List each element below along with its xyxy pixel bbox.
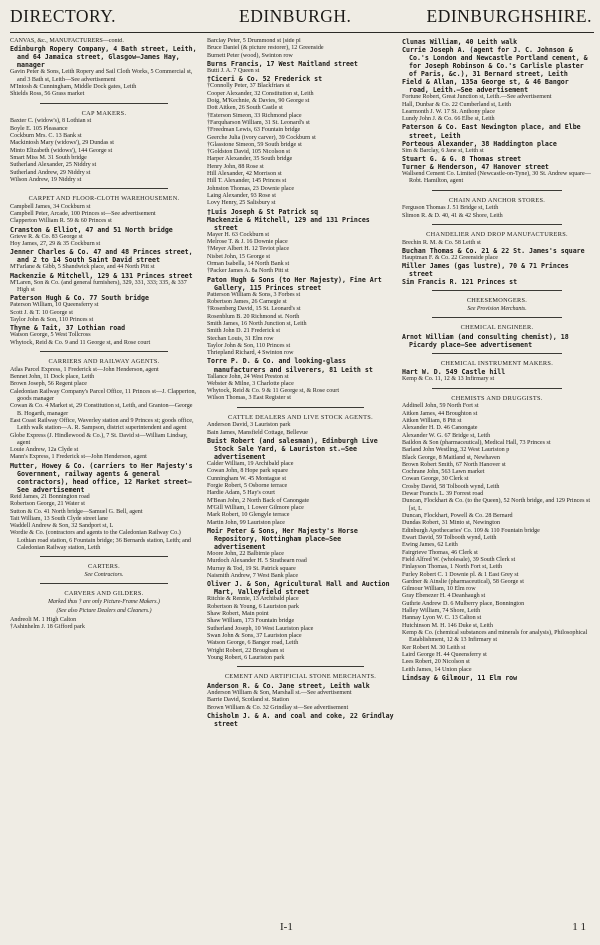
directory-entry: Fortune Robert, Great Junction st, Leith.—See advertisement	[402, 94, 552, 101]
directory-entry: †Connolly Peter, 37 Blackfriars st	[207, 83, 290, 90]
directory-entry: Brechin R. M. & Co. 58 Leith st	[402, 239, 481, 246]
directory-entry-bold: Torre P. D. & Co. and looking-glass manufacturers and silverers, 81 Leith st	[207, 357, 373, 374]
section-note: See Contractors.	[84, 572, 124, 579]
directory-entry: Moore John, 22 Balbirnie place	[207, 551, 284, 558]
section-divider	[40, 583, 168, 584]
directory-entry: Minto Elizabeth (widows'), 144 George st	[10, 147, 113, 154]
directory-entry-bold: Paterson & Co. East Newington place, and Elbe street, Leith	[402, 123, 581, 140]
directory-entry: Whytock, Reid & Co. 9 and 11 George st, and Rose court	[10, 339, 151, 346]
directory-entry: Campbell James, 34 Cockburn st	[10, 203, 91, 210]
section-divider	[40, 188, 168, 189]
directory-entry: Leith James, 14 Union place	[402, 666, 472, 673]
section-divider	[432, 190, 562, 191]
directory-entry: Black George, 8 Maitland st, Newhaven	[402, 454, 500, 461]
directory-entry: Murray & Tod, 19 St. Patrick square	[207, 565, 296, 572]
directory-entry: Sutherland Alexander, 25 Niddry st	[10, 162, 97, 169]
section-heading: CEMENT AND ARTIFICIAL STONE MERCHANTS.	[224, 673, 377, 681]
directory-entry-bold: Mutter, Howey & Co. (carriers to Her Majesty's Government, railway agents & general contractors), head office, 12 Market street—See advertisement	[10, 461, 193, 494]
directory-entry: Duncan, Flockhart & Co. (to the Queen), 52 North bridge, and 129 Princes st [st, L	[402, 498, 591, 512]
directory-entry: Cockburn Mrs. C. 13 Bank st	[10, 132, 82, 139]
directory-entry: Doig, M'Kechnie, & Davies, 90 George st	[207, 97, 310, 104]
directory-entry: Hill Alexander, 42 Morrison st	[207, 171, 282, 178]
section-heading: CHEMICAL INSTRUMENT MAKERS.	[440, 359, 554, 367]
directory-entry: Gavin Peter & Sons, Leith Ropery and Sail Cloth Works, 5 Commercial st, and 3 Bath st, Leith—See advertisement	[10, 69, 193, 83]
directory-entry: Baildon & Son (pharmaceutical), Medical Hall, 73 Princes st	[402, 439, 551, 446]
directory-entry-bold: Sim Francis R. 121 Princes st	[402, 278, 518, 287]
section-heading: CHANDELIER AND DROP MANUFACTURERS.	[426, 230, 568, 238]
directory-entry: Campbell Peter, Arcade, 100 Princes st—See advertisement	[10, 211, 156, 218]
column-middle	[207, 38, 394, 935]
section-divider	[432, 224, 562, 225]
column-right	[402, 38, 592, 935]
page-header	[10, 2, 594, 33]
directory-entry: Shaw Robert, Main point	[207, 611, 269, 618]
directory-entry: Gray Ebenezer H. 4 Deanhaugh st	[402, 593, 486, 600]
directory-entry: Burnett Peter (wood), Swinton row	[207, 52, 293, 59]
directory-entry: Smith James, 16 North Junction st, Leith	[207, 320, 307, 327]
directory-entry: Cunningham W. 45 Montague st	[207, 475, 287, 482]
directory-entry: Martin John, 99 Lauriston place	[207, 519, 286, 526]
directory-entry: Barland John Westling, 32 West Lauriston p	[402, 447, 510, 454]
directory-entry: M'Laren, Son & Co. (and general furnishers), 329, 331, 333; 335, & 337 High st	[10, 279, 187, 294]
directory-entry: Andreoli M. 1 High Calton	[10, 616, 77, 623]
directory-entry: Bruce Daniel (& picture restorer), 12 Greenside	[207, 45, 324, 52]
directory-entry: Hauptman F. & Co. 22 Greenside place	[402, 254, 498, 261]
directory-entry: Thriepland Richard, 4 Swinton row	[207, 350, 294, 357]
directory-entry: Halley William, 74 Shore, Leith	[402, 608, 481, 615]
directory-entry: Tait William, 13 South Clyde street lane	[10, 515, 108, 522]
directory-entry-bold: Cranston & Elliot, 47 and 51 North bridge	[10, 225, 173, 234]
directory-entry: Gardner & Ainslie (pharmaceutical), 58 George st	[402, 578, 524, 585]
directory-entry-bold: Anderson R. & Co. Jane street, Leith walk	[207, 681, 370, 690]
directory-entry: Hoy James, 27, 29 & 35 Cockburn st	[10, 241, 101, 248]
directory-entry: Watson George, 5 West Tollcross	[10, 332, 91, 339]
directory-entry: Edinburgh Apothecaries' Co. 109 & 110 Fountain bridge	[402, 527, 540, 534]
directory-entry: Kemp & Co. 11, 12 & 13 Infirmary st	[402, 376, 495, 383]
directory-entry: Harper Alexander, 35 South bridge	[207, 156, 293, 163]
directory-entry: Webster & Milne, 3 Charlotte place	[207, 380, 294, 387]
directory-entry: Murdoch Alexander H. 5 Strathearn road	[207, 558, 307, 565]
header-right-title: EDINBURGHSHIRE.	[426, 6, 592, 26]
directory-entry: Young Robert, 6 Lauriston park	[207, 654, 285, 661]
directory-entry: Patterson William & Sons, 3 Forbes st	[207, 291, 301, 298]
directory-entry: Rosenblum B. 20 Richmond st. North	[207, 313, 300, 320]
directory-entry: Reid James, 21 Bonnington road	[10, 493, 90, 500]
directory-entry: Brown Robert Smith, 67 North Hanover st	[402, 461, 506, 468]
directory-entry: Fairgrieve Thomas, 46 Clerk st	[402, 549, 478, 556]
directory-entry-bold: Moir Peter & Sons, Her Majesty's Horse Repository, Nottingham place—See advertisement	[207, 526, 358, 552]
directory-entry-bold: Clunas William, 40 Leith walk	[402, 38, 518, 46]
directory-entry: Shields Ross, 56 Grass market	[10, 91, 85, 98]
directory-entry: Wilson Andrew, 19 Niddry st	[10, 176, 82, 183]
section-heading: CARPET AND FLOOR-CLOTH WAREHOUSEMEN.	[28, 195, 180, 203]
directory-entry: Sutton & Co. 41 North bridge—Samuel G. Bell, agent	[10, 508, 143, 515]
directory-entry: Brown Joseph, 56 Regent place	[10, 381, 88, 388]
directory-entry: Taylor John & Son, 110 Princes st	[10, 317, 94, 324]
header-center-title: EDINBURGH.	[239, 6, 352, 26]
directory-entry: Geerche Julia (ivory carver), 39 Cockburn st	[207, 134, 316, 141]
directory-entry: Anderson William & Son, Marshall st.—See advertisement	[207, 689, 352, 696]
directory-entry: Wordie & Co. (contractors and agents to the Caledonian Railway Co.) Lothian road station, 6 Fountain bridge; 36 Bernards station, Leith; and Caledonian Railway station, Leith	[10, 530, 191, 552]
directory-entry: Orman Isabella, 14 North Bank st	[207, 260, 290, 267]
directory-entry-bold: Buist Robert (and salesman), Edinburgh Live Stock Sale Yard, & Lauriston st.—See advertisement	[207, 437, 378, 462]
directory-entry-bold: Chisholm J. & A. and coal and coke, 22 Grindlay street	[207, 711, 394, 728]
directory-entry: Cowan John, 8 Hope park square	[207, 468, 288, 475]
section-divider	[432, 317, 562, 318]
directory-entry: †Ashinhelm J. 18 Gifford park	[10, 623, 85, 630]
directory-entry-bold: Porteous Alexander, 38 Haddington place	[402, 139, 557, 148]
directory-entry: Naismith Andrew, 7 West Bank place	[207, 573, 299, 580]
directory-entry-bold: Paton Hugh & Sons (to Her Majesty), Fine Art Gallery, 115 Princes street	[207, 275, 382, 292]
footer-signature-mark: I-1	[280, 921, 293, 933]
directory-entry: Stechan Louis, 31 Elm row	[207, 335, 274, 342]
directory-entry: Aitken William, 8 Pitt st	[402, 417, 462, 424]
directory-entry: Shaw William, 173 Fountain bridge	[207, 618, 295, 625]
directory-entry: Atlas Parcel Express, 1 Frederick st—John Henderson, agent	[10, 366, 159, 373]
directory-entry: Ker Robert M. 30 Leith st	[402, 644, 466, 651]
directory-entry: †Glasstone Simeon, 59 South bridge st	[207, 141, 302, 148]
directory-entry: Dundas Robert, 31 Minto st, Newington	[402, 520, 501, 527]
section-heading: CARVERS AND GILDERS.	[64, 590, 144, 598]
directory-entry: Brown William & Co. 32 Grindlay st—See advertisement	[207, 704, 349, 711]
directory-entry: Finlayson Thomas, 1 North Fort st, Leith	[402, 564, 503, 571]
directory-entry: Alexander H. D. 46 Canongate	[402, 425, 478, 432]
section-note: See Provision Merchants.	[467, 305, 527, 312]
section-note: (See also Picture Dealers and Cleaners.)	[56, 607, 152, 614]
directory-entry: Addinell John, 59 North Fort st	[402, 403, 479, 410]
directory-entry: Watson George, 6 Bangor road, Leith	[207, 640, 299, 647]
section-heading: CHEESEMONGERS.	[466, 297, 528, 305]
section-divider	[40, 351, 168, 352]
section-divider	[40, 556, 168, 557]
directory-entry: Slimon R. & D. 40, 41 & 42 Shore, Leith	[402, 212, 503, 219]
section-divider	[237, 666, 364, 667]
directory-entry: Wright Robert, 22 Brougham st	[207, 647, 285, 654]
directory-entry-bold: Mackenzie & Mitchell, 129 & 131 Princes street	[10, 271, 193, 280]
directory-entry: Mackintosh Mary (widows'), 29 Dundas st	[10, 140, 115, 147]
directory-entry: Dott Aitken, 26 South Castle st	[207, 105, 283, 112]
section-heading: CHEMICAL ENGINEER.	[460, 323, 534, 331]
directory-entry: Bain James, Mansfield Cottage, Bellevue	[207, 429, 308, 436]
directory-entry: M'Gill William, 1 Lower Gilmore place	[207, 505, 304, 512]
directory-entry: Clapperton William R. 59 & 60 Princes st	[10, 218, 112, 225]
directory-entry: †Rosenberg David, 15 St. Leonard's st	[207, 306, 301, 313]
directory-entry: Henry John, 88 Rose st	[207, 163, 264, 170]
directory-entry-bold: Miller James (gas lustre), 70 & 71 Princes street	[402, 262, 569, 279]
directory-entry-bold: †Luis Joseph & St Patrick sq	[207, 207, 319, 216]
directory-entry: Tallance John, 24 West Preston st	[207, 373, 289, 380]
directory-entry: Lovy Henry, 25 Salisbury st	[207, 200, 276, 207]
directory-entry: †Esterson Simeon, 33 Richmond place	[207, 112, 302, 119]
directory-entry-bold: Thyne & Tait, 37 Lothian road	[10, 324, 126, 333]
directory-entry: Wilson Thomas, 3 East Register st	[207, 395, 291, 402]
directory-entry: Gilmour William, 10 Elm row	[402, 586, 476, 593]
directory-entry: Butti J. A. 7 Queen st	[207, 67, 260, 74]
directory-entry: Field Alfred W. (wholesale), 39 South Clerk st	[402, 556, 516, 563]
section-divider	[40, 103, 168, 104]
directory-entry: Scott J. & T. 10 George st	[10, 309, 73, 316]
directory-entry: Sim & Barclay, 6 Jane st, Leith st	[402, 147, 484, 154]
directory-entry: Cochrane John, 563 Lawn market	[402, 469, 485, 476]
directory-entry: Johnston Thomas, 23 Downie place	[207, 185, 295, 192]
directory-entry: Aitken James, 44 Broughton st	[402, 410, 478, 417]
directory-entry: Waddell Andrew & Son, 32 Sandport st, L	[10, 523, 114, 530]
directory-entry: Grieve R. & Co. 83 George st	[10, 233, 83, 240]
directory-entry: Mayer H. 63 Cockburn st	[207, 231, 270, 238]
directory-entry: Cooper Alexander, 32 Constitution st, Leith	[207, 90, 314, 97]
directory-entry: Sutherland Andrew, 29 Niddry st	[10, 169, 91, 176]
directory-entry: Ritchie & Rennie, 13 Archibald place	[207, 596, 299, 603]
directory-entry: CANVAS, &c., MANUFACTURERS—contd.	[10, 38, 124, 44]
section-note: Marked thus † are only Picture-Frame Makers.)	[48, 598, 160, 605]
directory-entry-bold: Turner & Henderson, 47 Hanover street	[402, 162, 549, 171]
directory-entry: Wallsend Cement Co. Limited (Newcastle-on-Tyne), 30 St. Andrew square—Robt. Hamilton, agent	[402, 170, 591, 185]
directory-entry-bold: Buchan Thomas & Co. 21 & 22 St. James's square	[402, 246, 585, 255]
directory-entry-bold: Lindsay & Gilmour, 11 Elm row	[402, 673, 518, 682]
directory-entry: Ewart David, 59 Tolbooth wynd, Leith	[402, 534, 497, 541]
directory-entry: Nisbet John, 15 George st	[207, 253, 271, 260]
directory-entry: Boyle E. 105 Pleasance	[10, 125, 68, 132]
section-divider	[432, 290, 562, 291]
directory-entry: Taylor John & Son, 110 Princes st	[207, 342, 291, 349]
directory-entry: Robertson James, 26 Carnegie st	[207, 298, 287, 305]
header-left-title: DIRECTORY.	[10, 6, 116, 26]
directory-entry: Mann's Express, 1 Frederick st—John Henderson, agent	[10, 454, 147, 461]
directory-entry: Lundy John J. & Co. 66 Elbe st, Leith	[402, 116, 495, 123]
directory-entry-bold: Hart W. D. 549 Castle hill	[402, 368, 506, 377]
directory-entry: Hall, Dunbar & Co. 22 Cumberland st, Leith	[402, 101, 511, 108]
directory-entry-bold: Edinburgh Ropery Company, 4 Bath street, Leith, and 64 Jamaica street, Glasgow—James Hay, manager	[10, 45, 197, 70]
directory-entry: Alexander W. G. 67 Bridge st, Leith	[402, 432, 491, 439]
directory-entry: Baxter C. (widow's), 8 Lothian st	[10, 118, 92, 125]
directory-entry: East Coast Railway Office, Waverley station and 9 Princes st; goods office, Leith walk station—A. R. Sampson, district superintendent and agent	[10, 417, 194, 432]
section-heading: CHEMISTS AND DRUGGISTS.	[451, 394, 543, 402]
directory-entry: †Packer James A. 8a North Pitt st	[207, 268, 289, 275]
directory-entry: Hardie Adam, 5 Hay's court	[207, 490, 275, 497]
directory-entry: Learmonth J. W. 17 St. Anthony place	[402, 108, 495, 115]
directory-entry: Furley Robert C. 1 Downie pl. & 1 East Grey st	[402, 571, 519, 578]
directory-entry: Smith John D. 21 Frederick st	[207, 328, 281, 335]
section-divider	[432, 353, 562, 354]
directory-entry: Lees Robert, 20 Nicolson st	[402, 659, 470, 666]
directory-entry-bold: Jenner Charles & Co. 47 and 48 Princes street, and 2 to 14 South Saint David street	[10, 248, 193, 265]
directory-entry: Guthrie Andrew D. 6 Mulberry place, Bonnington	[402, 600, 525, 607]
directory-entry: Robertson George, 21 Water st	[10, 501, 85, 508]
directory-entry-bold: Paterson Hugh & Co. 77 South bridge	[10, 294, 149, 303]
directory-entry: †Freedman Lewis, 63 Fountain bridge	[207, 127, 301, 134]
directory-entry-bold: Mackenzie & Mitchell, 129 and 131 Princes street	[207, 215, 370, 232]
directory-entry: Cowan & Co. 4 Market st, 29 Constitution st, Leith, and Granton—George B. Hogarth, manager	[10, 403, 193, 417]
directory-entry-bold: †Ciceri & Co. 52 Frederick st	[207, 75, 323, 84]
directory-entry: Ewing James, 62 Leith	[402, 542, 458, 549]
directory-entry: Anderson David, 3 Lauriston park	[207, 422, 291, 429]
directory-entry: Globe Express (J. Hindlewood & Co.), 7 St. David st—William Lindsay, agent	[10, 432, 188, 446]
section-heading: CAP MAKERS.	[81, 109, 127, 117]
directory-entry: Mark Robert, 10 Glengyle terrace	[207, 512, 290, 519]
directory-entry: †Meyer Albert H. 12 Teviot place	[207, 246, 290, 253]
column-left	[10, 38, 198, 935]
directory-entry: Paterson William, 10 Queensferry st	[10, 302, 99, 309]
directory-entry: Whytock, Reid & Co. 9 & 11 George st, & Rose court	[207, 388, 340, 395]
directory-entry: Forgie Robert, 5 Osborne terrace	[207, 483, 288, 490]
directory-entry: Ferguson Thomas J. 51 Bridge st, Leith	[402, 205, 499, 212]
directory-entry: Barrie David, Scotland st. Station	[207, 697, 289, 704]
directory-entry: Sutherland Joseph, 10 West Lauriston place	[207, 625, 314, 632]
directory-entry: M'Farlane & Gibb, 5 Shandwick place, and 44 North Pitt st	[10, 264, 155, 271]
directory-entry: Hannay Lyon W. C. 13 Calton st	[402, 615, 482, 622]
directory-entry-bold: Oliver J. & Son, Agricultural Hall and Auction Mart, Valleyfield street	[207, 580, 390, 597]
directory-entry: Dewar Francis L. 39 Forrest road	[402, 491, 484, 498]
directory-entry: Louie Andrew, 12a Clyde st	[10, 447, 79, 454]
section-heading: CARRIERS AND RAILWAY AGENTS.	[48, 358, 160, 366]
directory-entry: Kemp & Co. (chemical substances and minerals for analysis), Philosophical Establishment, 12 & 13 Infirmary st	[402, 630, 588, 644]
directory-entry-bold: Field & Allan, 135a George st, & 46 Bangor road, Leith.—See advertisement	[402, 78, 569, 95]
directory-entry: Robertson & Young, 6 Lauriston park	[207, 603, 299, 610]
directory-entry-bold: Currie Joseph A. (agent for J. C. Johnson & Co.'s London and Newcastle Portland cement, & for Joseph Robinson & Co.'s Carlisle plaster of Paris, &c.), 31 Bernard street, Leith	[402, 46, 588, 79]
directory-entry: Smart Miss M. 31 South bridge	[10, 154, 87, 161]
directory-entry: Cowan George, 30 Clerk st	[402, 476, 469, 483]
directory-entry: Crosby David, 58 Tolbooth wynd, Leith	[402, 483, 500, 490]
section-heading: CARTERS.	[88, 563, 120, 571]
directory-entry: Laird George H. 44 Queensferry st	[402, 651, 487, 658]
directory-entry: Bennet John, 11 Dock place, Leith	[10, 374, 95, 381]
section-divider	[432, 388, 562, 389]
directory-entry: M'Intosh & Cunningham, Middle Dock gates, Leith	[10, 84, 137, 91]
directory-entry-bold: Arnot William (and consulting chemist), 18 Picardy place—See advertisement	[402, 332, 569, 349]
directory-entry: M'Bean John, 2 North Back of Canongate	[207, 497, 310, 504]
directory-entry-bold: Stuart G. & G. 8 Thomas street	[402, 154, 522, 163]
section-heading: CATTLE DEALERS AND LIVE STOCK AGENTS.	[228, 413, 373, 421]
directory-entry: †Goldston David, 105 Nicolson st	[207, 149, 291, 156]
directory-entry: Barclay Peter, 5 Drummond st [side pl	[207, 38, 301, 44]
directory-entry: Hutchinson M. H. 146 Duke st, Leith	[402, 622, 493, 629]
directory-entry-bold: Burns Francis, 17 West Maitland street	[207, 59, 358, 68]
directory-entry: Hill T. Alexander, 145 Princes st	[207, 178, 287, 185]
directory-entry: Caledonian Railway Company's Parcel Office, 11 Princes st—J. Clapperton, goods manager	[10, 388, 197, 402]
directory-entry: Swan John & Sons, 37 Lauriston place	[207, 632, 302, 639]
directory-entry: Laing Alexander, 93 Rose st	[207, 193, 276, 199]
section-heading: CHAIN AND ANCHOR STORES.	[448, 196, 546, 204]
section-divider	[237, 407, 364, 408]
directory-entry: Melrose T. & J. 16 Downie place	[207, 239, 288, 246]
footer-page-mark: 1 1	[572, 921, 586, 933]
directory-entry: Calder William, 19 Archibald place	[207, 461, 294, 468]
directory-entry: †Farquharson William, 31 St. Leonard's st	[207, 119, 310, 126]
directory-entry: Duncan, Flockhart, Powell & Co. 28 Bernard	[402, 513, 513, 520]
